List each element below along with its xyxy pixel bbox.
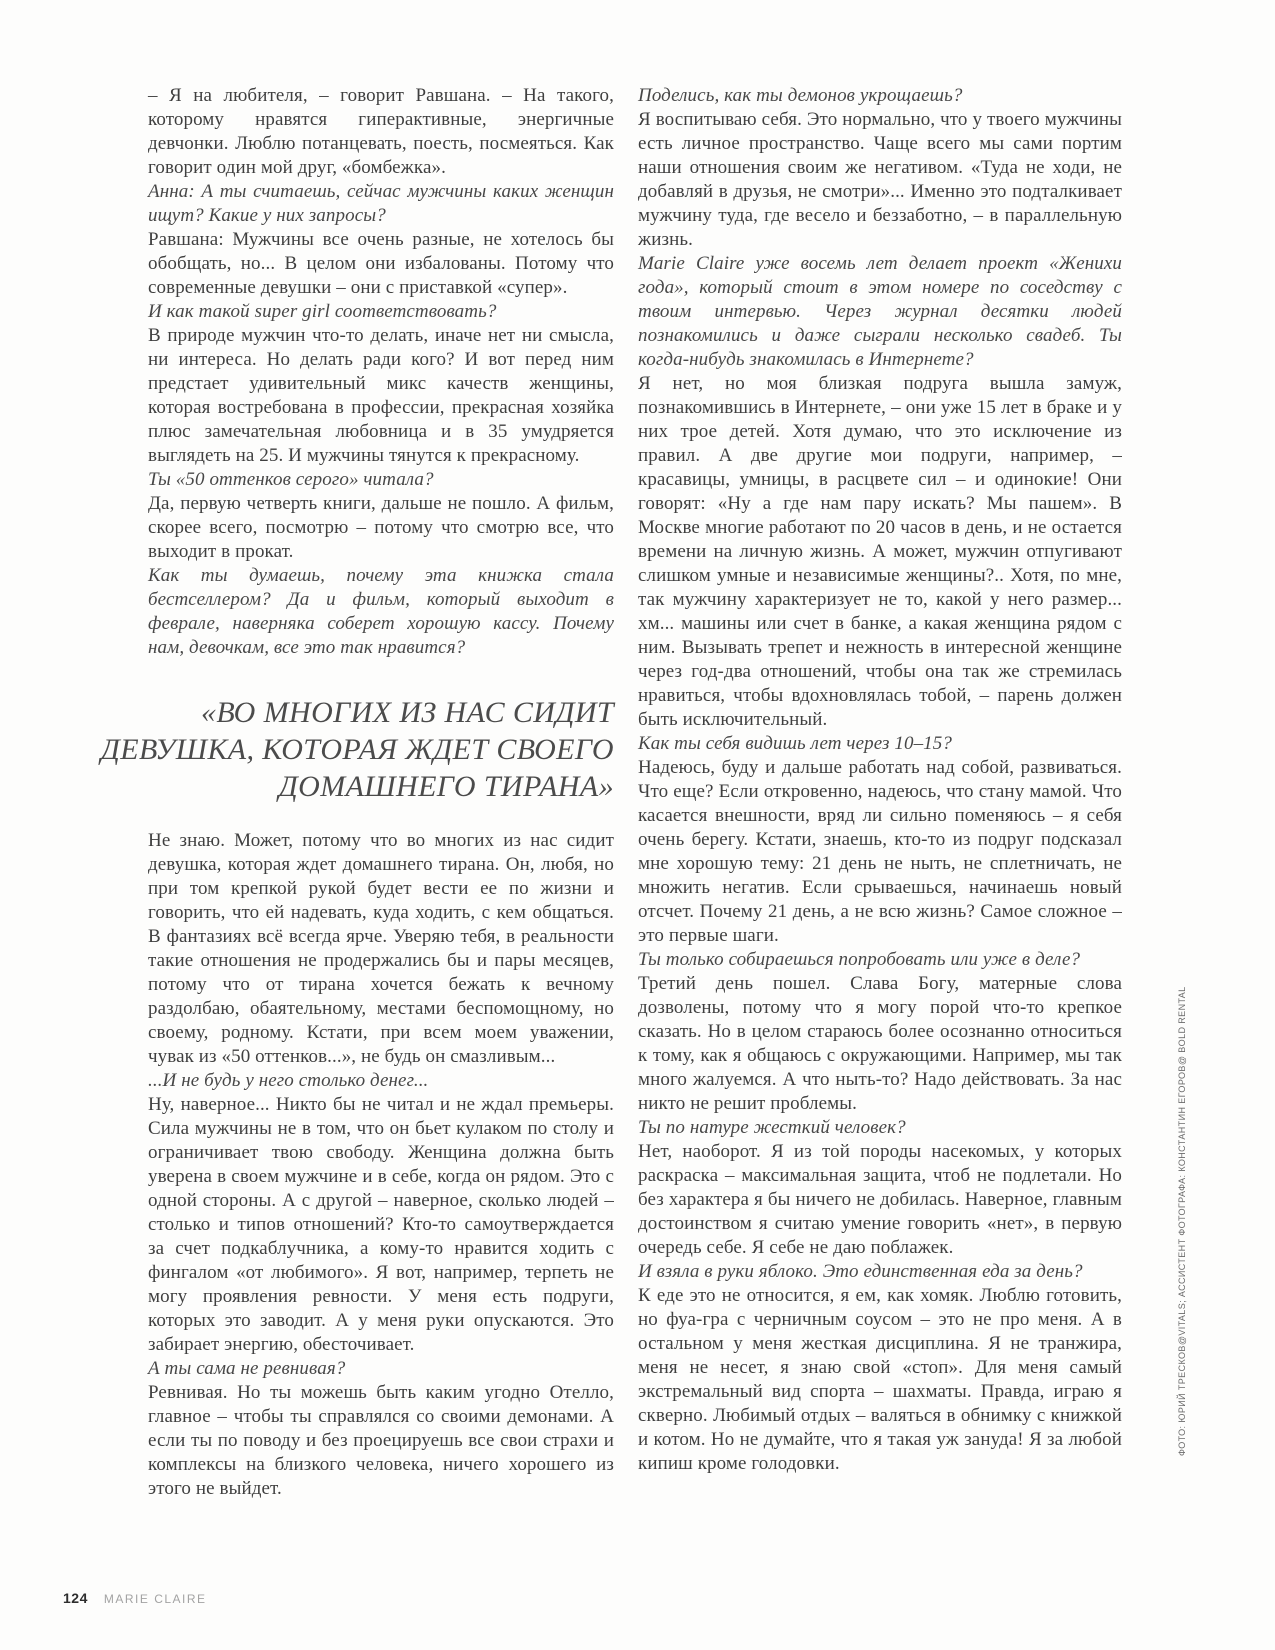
interview-question: Анна: А ты считаешь, сейчас мужчины каких женщин ищут? Какие у них запросы? [148, 181, 614, 226]
interview-question: Marie Claire уже восемь лет делает проект «Женихи года», который стоит в этом номере по соседству с твоим интервью. Через журнал десятки людей познакомились и даже сыграли несколько свадеб. Ты когда-нибудь знакомилась в Интернете? [638, 253, 1122, 370]
interview-question: И взяла в руки яблоко. Это единственная еда за день? [638, 1261, 1083, 1282]
interview-answer: Равшана: Мужчины все очень разные, не хотелось бы обобщать, но... В целом они избалованы. Потому что современные девушки – они с приставкой «супер». [148, 229, 614, 298]
interview-question: Поделись, как ты демонов укрощаешь? [638, 85, 963, 106]
page-footer [63, 1590, 207, 1606]
interview-question: Ты по натуре жесткий человек? [638, 1117, 906, 1138]
interview-answer: Ну, наверное... Никто бы не читал и не ждал премьеры. Сила мужчины не в том, что он бьет кулаком по столу и ограничивает твою свободу. Женщина должна быть уверена в своем мужчине и в себе, когда он рядом. Это с одной стороны. А с другой – наверное, сколько людей – столько и типов отношений? Кто-то самоутверждается за счет подкаблучника, а кому-то нравится ходить с фингалом «от любимого». Я вот, например, терпеть не могу проявления ревности. У меня есть подруги, которых это заводит. А у меня руки опускаются. Это забирает энергию, обесточивает. [148, 1094, 614, 1355]
interview-question: А ты сама не ревнивая? [148, 1358, 346, 1379]
photo-credit: ФОТО: ЮРИЙ ТРЕСКОВ@VITALS; АССИСТЕНТ ФОТОГРАФА: КОНСТАНТИН ЕГОРОВ@ BOLD RENTAL [1177, 986, 1187, 1456]
article-column-left [100, 84, 614, 1501]
interview-answer: Я воспитываю себя. Это нормально, что у твоего мужчины есть личное пространство. Чаще всего мы сами портим наши отношения своим же негативом. «Туда не ходи, не добавляй в друзья, не смотри»... Именно это подталкивает мужчину туда, где весело и беззаботно, – в параллельную жизнь. [638, 109, 1122, 250]
article-column-right [638, 84, 1122, 1476]
interview-question: И как такой super girl соответствовать? [148, 301, 497, 322]
interview-answer: – Я на любителя, – говорит Равшана. – На такого, которому нравятся гиперактивные, энергичные девчонки. Люблю потанцевать, поесть, посмеяться. Как говорит один мой друг, «бомбежка». [148, 85, 614, 178]
magazine-brand: MARIE CLAIRE [103, 1592, 207, 1606]
pull-quote: «ВО МНОГИХ ИЗ НАС СИДИТ ДЕВУШКА, КОТОРАЯ ЖДЕТ СВОЕГО ДОМАШНЕГО ТИРАНА» [100, 696, 614, 803]
interview-answer: Надеюсь, буду и дальше работать над собой, развиваться. Что еще? Если откровенно, надеюсь, что стану мамой. Что касается внешности, вряд ли сильно поменяюсь – я себя очень берегу. Кстати, знаешь, кто-то из подруг подсказал мне хорошую тему: 21 день не ныть, не сплетничать, не множить негатив. Если срываешься, начинаешь новый отсчет. Почему 21 день, а не всю жизнь? Самое сложное – это первые шаги. [638, 757, 1122, 946]
interview-question: Ты «50 оттенков серого» читала? [148, 469, 434, 490]
interview-question: ...И не будь у него столько денег... [148, 1070, 429, 1091]
interview-answer: Нет, наоборот. Я из той породы насекомых, у которых раскраска – максимальная защита, чтоб не подлетали. Но без характера я бы ничего не добилась. Наверное, главным достоинством я считаю умение говорить «нет», в первую очередь себе. Я себе не даю поблажек. [638, 1141, 1122, 1258]
interview-question: Ты только собираешься попробовать или уже в деле? [638, 949, 1081, 970]
interview-answer: Третий день пошел. Слава Богу, матерные слова дозволены, потому что я могу порой что-то крепкое сказать. Но в целом стараюсь более осознанно относиться к тому, как я общаюсь с окружающими. Например, мы так много жалуемся. А что ныть-то? Надо действовать. За нас никто не решит проблемы. [638, 973, 1122, 1114]
interview-answer: Да, первую четверть книги, дальше не пошло. А фильм, скорее всего, посмотрю – потому что смотрю все, что выходит в прокат. [148, 493, 614, 562]
interview-answer: Не знаю. Может, потому что во многих из нас сидит девушка, которая ждет домашнего тирана. Он, любя, но при том крепкой рукой будет вести ее по жизни и говорить, что ей надевать, куда ходить, с кем общаться. В фантазиях всё всегда ярче. Уверяю тебя, в реальности такие отношения не продержались бы и пары месяцев, потому что от тирана хочется бежать к вечному раздолбаю, обаятельному, местами беспомощному, но своему, родному. Кстати, при всем моем уважении, чувак из «50 оттенков...», не будь он смазливым... [148, 830, 614, 1067]
interview-answer: Ревнивая. Но ты можешь быть каким угодно Отелло, главное – чтобы ты справлялся со своими демонами. А если ты по поводу и без проецируешь все свои страхи и комплексы на близкого человека, ничего хорошего из этого не выйдет. [148, 1382, 614, 1499]
interview-answer: К еде это не относится, я ем, как хомяк. Люблю готовить, но фуа-гра с черничным соусом – это не про меня. А в остальном у меня жесткая дисциплина. Я не транжира, меня не несет, я знаю свой «стоп». Для меня самый экстремальный вид спорта – шахматы. Правда, играю я скверно. Любимый отдых – валяться в обнимку с книжкой и котом. Но не думайте, что я такая уж зануда! Я за любой кипиш кроме голодовки. [638, 1285, 1122, 1474]
interview-question: Как ты думаешь, почему эта книжка стала бестселлером? Да и фильм, который выходит в феврале, наверняка соберет хорошую кассу. Почему нам, девочкам, все это так нравится? [148, 565, 614, 658]
interview-answer: Я нет, но моя близкая подруга вышла замуж, познакомившись в Интернете, – они уже 15 лет в браке и у них трое детей. Хотя думаю, что это исключение из правил. А две другие мои подруги, например, – красавицы, умницы, в расцвете сил – и одинокие! Они говорят: «Ну а где нам пару искать? Мы пашем». В Москве многие работают по 20 часов в день, и не остается времени на личную жизнь. А может, мужчин отпугивают слишком умные и независимые женщины?.. Хотя, по мне, так мужчину характеризует не то, какой у него размер... хм... машины или счет в банке, а какая женщина рядом с ним. Вызывать трепет и нежность в интересной женщине через год-два отношений, чтобы она так же стремилась нравиться, чтобы вдохновлялась тобой, – парень должен быть исключительный. [638, 373, 1122, 730]
interview-answer: В природе мужчин что-то делать, иначе нет ни смысла, ни интереса. Но делать ради кого? И вот перед ним предстает удивительный микс качеств женщины, которая востребована в профессии, прекрасная хозяйка плюс замечательная любовница и в 35 умудряется выглядеть на 25. И мужчины тянутся к прекрасному. [148, 325, 614, 466]
interview-question: Как ты себя видишь лет через 10–15? [638, 733, 952, 754]
page-number: 124 [63, 1590, 88, 1606]
